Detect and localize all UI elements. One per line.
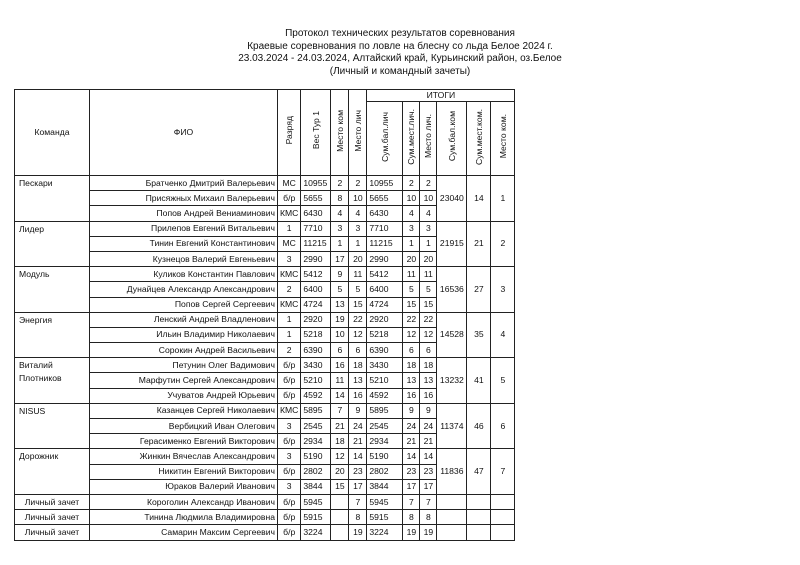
athlete-rank: б/р (278, 464, 301, 479)
athlete-sum-points: 5915 (367, 510, 403, 525)
athlete-place-team: 20 (331, 464, 349, 479)
athlete-sum-points: 3844 (367, 479, 403, 494)
athlete-place-personal: 14 (349, 449, 367, 464)
athlete-rank: б/р (278, 525, 301, 540)
empty-cell (467, 525, 491, 540)
athlete-place-team: 6 (331, 343, 349, 358)
header-dates-location: 23.03.2024 - 24.03.2024, Алтайский край, Курьинский район, оз.Белое (238, 53, 562, 64)
athlete-place-personal: 18 (349, 358, 367, 373)
col-weight-header: Вес Тур 1 (301, 90, 331, 176)
athlete-place-team: 21 (331, 419, 349, 434)
athlete-sum-points: 5655 (367, 191, 403, 206)
athlete-place-total: 21 (420, 434, 437, 449)
results-table (14, 89, 515, 541)
team-sum-places: 27 (467, 267, 491, 313)
athlete-place-personal: 7 (349, 494, 367, 509)
athlete-weight: 4592 (301, 388, 331, 403)
athlete-name: Марфутин Сергей Александрович (90, 373, 278, 388)
athlete-sum-places: 9 (403, 403, 420, 418)
athlete-name: Куликов Константин Павлович (90, 267, 278, 282)
athlete-place-team: 5 (331, 282, 349, 297)
athlete-rank: 2 (278, 343, 301, 358)
athlete-place-team: 2 (331, 176, 349, 191)
athlete-name: Ильин Владимир Николаевич (90, 327, 278, 342)
athlete-sum-points: 5218 (367, 327, 403, 342)
table-row (15, 358, 515, 373)
athlete-sum-places: 8 (403, 510, 420, 525)
athlete-sum-places: 19 (403, 525, 420, 540)
team-sum-places: 35 (467, 312, 491, 358)
header-competition: Краевые соревнования по ловле на блесну со льда Белое 2024 г. (247, 40, 553, 52)
team-name: Виталий Плотников (15, 358, 90, 404)
table-row (15, 312, 515, 327)
athlete-place-team: 4 (331, 206, 349, 221)
col-place-team-total-header: Место ком. (491, 102, 515, 176)
header-title: Протокол технических результатов соревнования (285, 28, 515, 39)
team-sum-points: 14528 (437, 312, 467, 358)
athlete-name: Сорокин Андрей Васильевич (90, 343, 278, 358)
team-sum-points: 21915 (437, 221, 467, 267)
athlete-place-total: 10 (420, 191, 437, 206)
athlete-place-team (331, 510, 349, 525)
athlete-place-total: 22 (420, 312, 437, 327)
athlete-name: Вербицкий Иван Олегович (90, 419, 278, 434)
team-name: Модуль (15, 267, 90, 313)
athlete-name: Попов Андрей Вениаминович (90, 206, 278, 221)
athlete-place-team: 17 (331, 251, 349, 266)
table-row (15, 403, 515, 418)
athlete-weight: 3844 (301, 479, 331, 494)
athlete-place-total: 7 (420, 494, 437, 509)
athlete-rank: 1 (278, 221, 301, 236)
athlete-name: Прилепов Евгений Витальевич (90, 221, 278, 236)
header-subtitle: (Личный и командный зачеты) (329, 65, 471, 77)
empty-cell (437, 525, 467, 540)
athlete-name: Присяжных Михаил Валерьевич (90, 191, 278, 206)
athlete-place-personal: 3 (349, 221, 367, 236)
athlete-place-team: 19 (331, 312, 349, 327)
athlete-place-team: 1 (331, 236, 349, 251)
athlete-sum-places: 3 (403, 221, 420, 236)
athlete-place-total: 17 (420, 479, 437, 494)
athlete-place-total: 8 (420, 510, 437, 525)
athlete-weight: 6430 (301, 206, 331, 221)
athlete-place-team: 8 (331, 191, 349, 206)
athlete-sum-points: 5190 (367, 449, 403, 464)
empty-cell (491, 525, 515, 540)
table-row (15, 525, 515, 540)
athlete-rank: 3 (278, 449, 301, 464)
athlete-sum-places: 14 (403, 449, 420, 464)
athlete-rank: 2 (278, 282, 301, 297)
athlete-place-personal: 15 (349, 297, 367, 312)
athlete-place-personal: 21 (349, 434, 367, 449)
athlete-sum-points: 5210 (367, 373, 403, 388)
athlete-sum-places: 20 (403, 251, 420, 266)
athlete-place-total: 5 (420, 282, 437, 297)
athlete-place-team: 3 (331, 221, 349, 236)
athlete-rank: б/р (278, 388, 301, 403)
athlete-rank: КМС (278, 297, 301, 312)
athlete-name: Казанцев Сергей Николаевич (90, 403, 278, 418)
athlete-name: Короголин Александр Иванович (90, 494, 278, 509)
athlete-place-personal: 10 (349, 191, 367, 206)
athlete-weight: 2934 (301, 434, 331, 449)
athlete-sum-places: 24 (403, 419, 420, 434)
athlete-sum-places: 18 (403, 358, 420, 373)
athlete-sum-points: 6430 (367, 206, 403, 221)
athlete-name: Никитин Евгений Викторович (90, 464, 278, 479)
athlete-name: Жинкин Вячеслав Александрович (90, 449, 278, 464)
empty-cell (467, 510, 491, 525)
athlete-place-personal: 20 (349, 251, 367, 266)
athlete-sum-places: 7 (403, 494, 420, 509)
athlete-sum-places: 6 (403, 343, 420, 358)
athlete-name: Тинин Евгений Константинович (90, 236, 278, 251)
athlete-sum-places: 11 (403, 267, 420, 282)
athlete-weight: 5895 (301, 403, 331, 418)
athlete-sum-places: 10 (403, 191, 420, 206)
athlete-sum-places: 13 (403, 373, 420, 388)
team-place: 2 (491, 221, 515, 267)
athlete-rank: МС (278, 236, 301, 251)
athlete-place-personal: 13 (349, 373, 367, 388)
table-row (15, 449, 515, 464)
athlete-place-personal: 12 (349, 327, 367, 342)
athlete-weight: 2990 (301, 251, 331, 266)
athlete-place-personal: 5 (349, 282, 367, 297)
athlete-place-personal: 19 (349, 525, 367, 540)
athlete-sum-points: 7710 (367, 221, 403, 236)
athlete-place-total: 2 (420, 176, 437, 191)
team-name: Дорожник (15, 449, 90, 495)
athlete-sum-points: 3430 (367, 358, 403, 373)
athlete-rank: 1 (278, 327, 301, 342)
athlete-sum-points: 2920 (367, 312, 403, 327)
team-place: 4 (491, 312, 515, 358)
athlete-place-total: 12 (420, 327, 437, 342)
athlete-place-team (331, 525, 349, 540)
athlete-place-team: 10 (331, 327, 349, 342)
athlete-place-personal: 22 (349, 312, 367, 327)
athlete-place-team: 13 (331, 297, 349, 312)
team-sum-places: 21 (467, 221, 491, 267)
athlete-sum-places: 16 (403, 388, 420, 403)
empty-cell (491, 510, 515, 525)
athlete-sum-points: 6400 (367, 282, 403, 297)
individual-label: Личный зачет (15, 525, 90, 540)
athlete-rank: 1 (278, 312, 301, 327)
athlete-weight: 5412 (301, 267, 331, 282)
athlete-rank: 3 (278, 419, 301, 434)
athlete-sum-points: 4592 (367, 388, 403, 403)
athlete-place-personal: 4 (349, 206, 367, 221)
athlete-place-team: 18 (331, 434, 349, 449)
athlete-place-total: 13 (420, 373, 437, 388)
athlete-place-team: 9 (331, 267, 349, 282)
athlete-place-personal: 9 (349, 403, 367, 418)
athlete-name: Самарин Максим Сергеевич (90, 525, 278, 540)
athlete-sum-points: 5895 (367, 403, 403, 418)
athlete-place-total: 18 (420, 358, 437, 373)
athlete-place-total: 11 (420, 267, 437, 282)
athlete-place-team: 7 (331, 403, 349, 418)
athlete-place-total: 24 (420, 419, 437, 434)
athlete-weight: 3224 (301, 525, 331, 540)
team-sum-points: 16536 (437, 267, 467, 313)
team-sum-points: 11374 (437, 403, 467, 449)
athlete-place-total: 23 (420, 464, 437, 479)
empty-cell (437, 510, 467, 525)
athlete-weight: 6400 (301, 282, 331, 297)
col-sum-places-header: Сум.мест.лич. (403, 102, 420, 176)
team-place: 3 (491, 267, 515, 313)
athlete-name: Учуватов Андрей Юрьевич (90, 388, 278, 403)
athlete-name: Попов Сергей Сергеевич (90, 297, 278, 312)
athlete-sum-places: 21 (403, 434, 420, 449)
col-fio-header: ФИО (90, 90, 278, 176)
athlete-weight: 5655 (301, 191, 331, 206)
athlete-rank: б/р (278, 373, 301, 388)
athlete-place-personal: 11 (349, 267, 367, 282)
athlete-weight: 6390 (301, 343, 331, 358)
athlete-place-personal: 1 (349, 236, 367, 251)
athlete-name: Тинина Людмила Владимировна (90, 510, 278, 525)
individual-label: Личный зачет (15, 510, 90, 525)
athlete-name: Петунин Олег Вадимович (90, 358, 278, 373)
athlete-sum-points: 6390 (367, 343, 403, 358)
athlete-place-total: 15 (420, 297, 437, 312)
col-rank-header: Разряд (278, 90, 301, 176)
athlete-place-team: 15 (331, 479, 349, 494)
col-sum-pts-team-header: Сум.бал.ком (437, 102, 467, 176)
team-name: Лидер (15, 221, 90, 267)
athlete-name: Братченко Дмитрий Валерьевич (90, 176, 278, 191)
athlete-rank: 3 (278, 251, 301, 266)
athlete-place-personal: 24 (349, 419, 367, 434)
athlete-sum-places: 23 (403, 464, 420, 479)
athlete-place-total: 16 (420, 388, 437, 403)
team-sum-points: 13232 (437, 358, 467, 404)
athlete-weight: 7710 (301, 221, 331, 236)
athlete-weight: 2920 (301, 312, 331, 327)
athlete-rank: 3 (278, 479, 301, 494)
table-row (15, 221, 515, 236)
empty-cell (491, 494, 515, 509)
athlete-place-personal: 2 (349, 176, 367, 191)
table-row (15, 510, 515, 525)
athlete-place-total: 4 (420, 206, 437, 221)
athlete-rank: б/р (278, 358, 301, 373)
athlete-sum-places: 17 (403, 479, 420, 494)
athlete-sum-places: 4 (403, 206, 420, 221)
empty-cell (467, 494, 491, 509)
athlete-rank: МС (278, 176, 301, 191)
individual-label: Личный зачет (15, 494, 90, 509)
athlete-rank: б/р (278, 494, 301, 509)
athlete-name: Ленский Андрей Владленович (90, 312, 278, 327)
protocol-header (0, 28, 800, 78)
team-sum-points: 11836 (437, 449, 467, 495)
athlete-place-personal: 23 (349, 464, 367, 479)
athlete-weight: 5190 (301, 449, 331, 464)
athlete-sum-points: 2802 (367, 464, 403, 479)
athlete-sum-points: 2545 (367, 419, 403, 434)
col-totals-header: ИТОГИ (367, 90, 515, 102)
col-sum-places-team-header: Сум.мест.ком. (467, 102, 491, 176)
athlete-place-personal: 17 (349, 479, 367, 494)
athlete-rank: б/р (278, 510, 301, 525)
team-sum-places: 46 (467, 403, 491, 449)
athlete-sum-points: 2990 (367, 251, 403, 266)
team-name: Пескари (15, 176, 90, 222)
athlete-rank: КМС (278, 267, 301, 282)
athlete-sum-points: 2934 (367, 434, 403, 449)
athlete-sum-places: 1 (403, 236, 420, 251)
athlete-name: Дунайцев Александр Александрович (90, 282, 278, 297)
team-sum-places: 14 (467, 176, 491, 222)
athlete-weight: 5218 (301, 327, 331, 342)
athlete-place-total: 1 (420, 236, 437, 251)
athlete-sum-points: 11215 (367, 236, 403, 251)
athlete-sum-points: 4724 (367, 297, 403, 312)
athlete-weight: 11215 (301, 236, 331, 251)
athlete-sum-points: 10955 (367, 176, 403, 191)
team-sum-places: 47 (467, 449, 491, 495)
athlete-place-total: 9 (420, 403, 437, 418)
athlete-place-personal: 16 (349, 388, 367, 403)
athlete-place-team: 11 (331, 373, 349, 388)
athlete-rank: б/р (278, 191, 301, 206)
athlete-weight: 5945 (301, 494, 331, 509)
team-place: 5 (491, 358, 515, 404)
empty-cell (437, 494, 467, 509)
col-place-pers-header: Место лич (349, 90, 367, 176)
table-row (15, 494, 515, 509)
athlete-sum-points: 5412 (367, 267, 403, 282)
athlete-rank: б/р (278, 434, 301, 449)
athlete-sum-places: 22 (403, 312, 420, 327)
athlete-rank: КМС (278, 206, 301, 221)
athlete-sum-points: 5945 (367, 494, 403, 509)
athlete-place-total: 6 (420, 343, 437, 358)
athlete-name: Кузнецов Валерий Евгеньевич (90, 251, 278, 266)
athlete-place-team: 12 (331, 449, 349, 464)
team-name: Энергия (15, 312, 90, 358)
athlete-place-total: 3 (420, 221, 437, 236)
team-place: 6 (491, 403, 515, 449)
col-team-header: Команда (15, 90, 90, 176)
col-sum-pts-header: Сум.бал.лич (367, 102, 403, 176)
athlete-place-total: 20 (420, 251, 437, 266)
athlete-sum-places: 12 (403, 327, 420, 342)
athlete-place-personal: 8 (349, 510, 367, 525)
table-row (15, 176, 515, 191)
athlete-weight: 5915 (301, 510, 331, 525)
athlete-place-personal: 6 (349, 343, 367, 358)
col-place-team-header: Место ком (331, 90, 349, 176)
athlete-weight: 5210 (301, 373, 331, 388)
athlete-place-team: 16 (331, 358, 349, 373)
athlete-place-team: 14 (331, 388, 349, 403)
table-row (15, 267, 515, 282)
athlete-weight: 3430 (301, 358, 331, 373)
team-place: 7 (491, 449, 515, 495)
athlete-sum-places: 15 (403, 297, 420, 312)
team-sum-places: 41 (467, 358, 491, 404)
athlete-place-total: 14 (420, 449, 437, 464)
athlete-place-total: 19 (420, 525, 437, 540)
athlete-weight: 4724 (301, 297, 331, 312)
athlete-sum-points: 3224 (367, 525, 403, 540)
athlete-rank: КМС (278, 403, 301, 418)
team-sum-points: 23040 (437, 176, 467, 222)
team-name: NISUS (15, 403, 90, 449)
athlete-name: Юраков Валерий Иванович (90, 479, 278, 494)
athlete-weight: 10955 (301, 176, 331, 191)
col-place-pers-total-header: Место лич. (420, 102, 437, 176)
athlete-place-team (331, 494, 349, 509)
team-place: 1 (491, 176, 515, 222)
athlete-weight: 2802 (301, 464, 331, 479)
athlete-weight: 2545 (301, 419, 331, 434)
athlete-sum-places: 2 (403, 176, 420, 191)
athlete-sum-places: 5 (403, 282, 420, 297)
athlete-name: Герасименко Евгений Викторович (90, 434, 278, 449)
